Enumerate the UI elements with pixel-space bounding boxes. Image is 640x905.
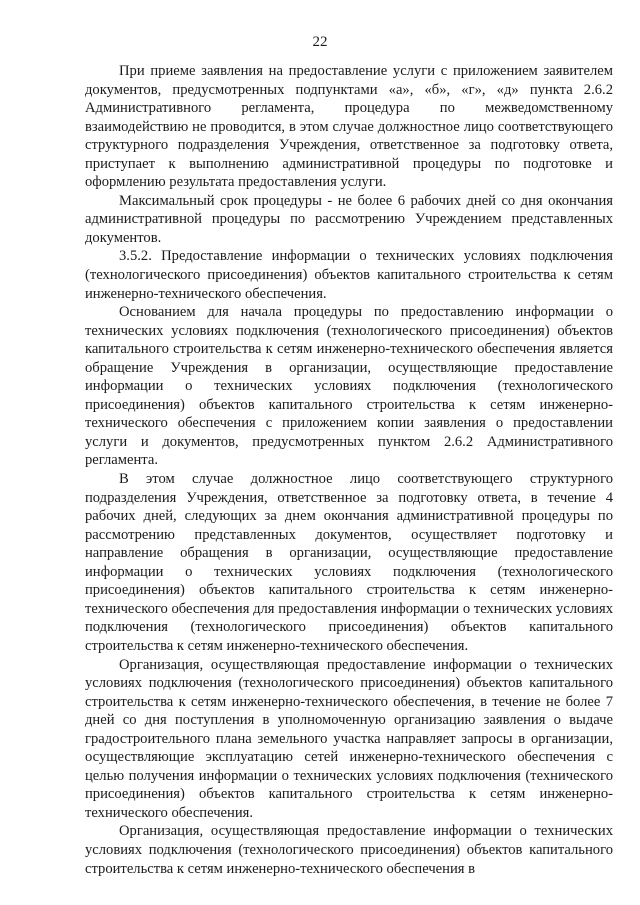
paragraph-procedure-basis: Основанием для начала процедуры по предоставлению информации о технических условиях подключения (технологического присоединения) объектов капитального строительства к сетям инженерно-технического обеспечения является обращение Учреждения в организации, осуществляющие предоставление информации о технических условиях подключения (технологического присоединения) объектов капитального строительства к сетям инженерно-технического обеспечения с приложением копии заявления о предоставлении услуги и документов, предусмотренных пунктом 2.6.2 Административного регламента. <box>85 304 613 469</box>
paragraph-official-duties: В этом случае должностное лицо соответствующего структурного подразделения Учреждения, ответственное за подготовку ответа, в течение 4 рабочих дней, следующих за днем окончания административной процедуры по рассмотрению представленных документов, осуществляет подготовку и направление обращения в организации, осуществляющие предоставление информации о технических условиях подключения (технологического присоединения) объектов капитального строительства к сетям инженерно-технического обеспечения для предоставления информации о технических условиях подключения (технологического присоединения) объектов капитального строительства к сетям инженерно-технического обеспечения. <box>85 471 613 654</box>
page-number: 22 <box>312 34 328 50</box>
document-body <box>85 62 613 878</box>
paragraph-organization-continued: Организация, осуществляющая предоставление информации о технических условиях подключения (технологического присоединения) объектов капитального строительства к сетям инженерно-технического обеспечения в <box>85 823 613 877</box>
paragraph-organization-requests: Организация, осуществляющая предоставление информации о технических условиях подключения (технологического присоединения) объектов капитального строительства к сетям инженерно-технического обеспечения, в течение не более 7 дней со дня поступления в уполномоченную организацию заявления о выдаче градостроительного плана земельного участка направляет запросы в организации, осуществляющие эксплуатацию сетей инженерно-технического обеспечения с целью получения информации о технических условиях подключения (технического присоединения) объектов капитального строительства к сетям инженерно-технического обеспечения. <box>85 656 613 821</box>
paragraph-application-documents: При приеме заявления на предоставление услуги с приложением заявителем документов, предусмотренных подпунктами «а», «б», «г», «д» пункта 2.6.2 Административного регламента, процедура по межведомственному взаимодействию не проводится, в этом случае должностное лицо соответствующего структурного подразделения Учреждения, ответственное за подготовку ответа, приступает к выполнению административной процедуры по подготовке и оформлению результата предоставления услуги. <box>85 63 613 191</box>
paragraph-section-3-5-2: 3.5.2. Предоставление информации о технических условиях подключения (технологического присоединения) объектов капитального строительства к сетям инженерно-технического обеспечения. <box>85 248 613 302</box>
paragraph-max-term: Максимальный срок процедуры - не более 6 рабочих дней со дня окончания административной процедуры по рассмотрению Учреждением представленных документов. <box>85 192 613 246</box>
